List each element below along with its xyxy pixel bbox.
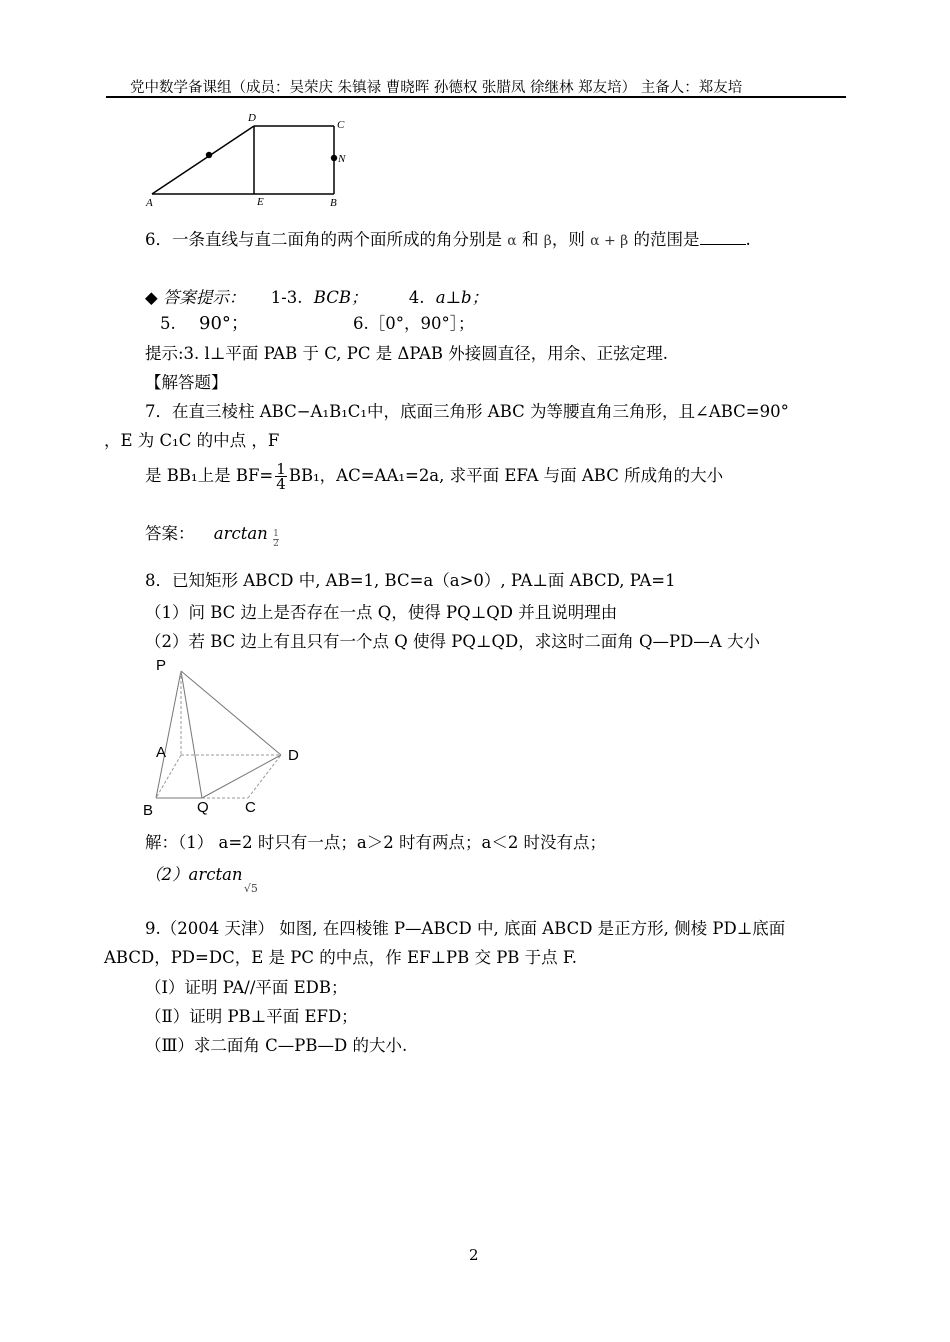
label-c: C — [245, 799, 256, 816]
q7-line3 — [145, 462, 723, 491]
label-c: C — [337, 119, 345, 131]
label-p: P — [156, 657, 167, 674]
q8-solution2-root: √5 — [243, 882, 258, 895]
answer-1-3-label: 1-3. — [270, 288, 303, 307]
q8-part2: （2）若 BC 边上有且只有一个点 Q 使得 PQ⊥QD，求这时二面角 Q—PD—A 大小 — [145, 632, 760, 651]
fraction-numerator: 1 — [276, 460, 286, 478]
fraction-one-quarter — [275, 462, 287, 491]
answer-4-value: a⊥b； — [435, 288, 489, 307]
q8-solution1: 解：（1） a=2 时只有一点；a＞2 时有两点；a＜2 时没有点； — [145, 833, 607, 852]
section-title: 【解答题】 — [145, 373, 228, 392]
q7-line1: 7．在直三棱柱 ABC−A₁B₁C₁中，底面三角形 ABC 为等腰直角三角形，且∠ABC=90° — [145, 402, 789, 421]
q6-beta: β — [543, 233, 552, 249]
label-b: B — [143, 802, 154, 819]
q7-answer-label: 答案： — [145, 524, 195, 543]
q8-solution2-text: （2）arctan — [145, 865, 243, 884]
q6-sum: α + β — [590, 233, 629, 249]
q7-answer-denominator: 2 — [273, 539, 279, 549]
q6-alpha: α — [507, 233, 517, 249]
figure-pyramid — [140, 655, 320, 820]
answer-hint-line1 — [145, 287, 488, 309]
answer-title: ◆ 答案提示： — [145, 288, 246, 307]
label-b: B — [330, 197, 337, 209]
label-a: A — [146, 197, 153, 209]
q7-line3-start: 是 BB₁上是 BF= — [145, 466, 274, 485]
question-6 — [145, 229, 751, 252]
q6-and: 和 — [521, 230, 539, 249]
label-n: N — [338, 153, 346, 165]
q6-prefix: 6．一条直线与直二面角的两个面所成的角分别是 — [145, 230, 502, 249]
q7-answer — [145, 520, 279, 549]
midpoint-dot — [206, 152, 212, 158]
answer-blank — [700, 230, 746, 245]
q8-part1: （1）问 BC 边上是否存在一点 Q，使得 PQ⊥QD 并且说明理由 — [145, 603, 618, 622]
page-number: 2 — [469, 1246, 479, 1264]
q9-line1: 9.（2004 天津） 如图, 在四棱锥 P—ABCD 中, 底面 ABCD 是正方形, 侧棱 PD⊥底面 — [145, 919, 786, 938]
q9-part-ii: （Ⅱ）证明 PB⊥平面 EFD； — [145, 1007, 358, 1026]
label-e: E — [257, 196, 264, 208]
q6-end: . — [745, 230, 751, 249]
page-header: 党中数学备课组（成员：吴荣庆 朱镇禄 曹晓晖 孙德权 张腊凤 徐继林 郑友培） 主备人：郑友培 — [130, 80, 743, 96]
q9-part-iii: （Ⅲ）求二面角 C—PB—D 的大小. — [145, 1036, 408, 1055]
figure-trapezoid — [140, 110, 360, 210]
header-rule — [106, 96, 846, 98]
answer-6: 6.［0°，90°］； — [353, 314, 475, 333]
q7-line3-end: BB₁，AC=AA₁=2a, 求平面 EFA 与面 ABC 所成角的大小 — [288, 466, 724, 485]
hint-text: 提示:3. l⊥平面 PAB 于 C, PC 是 ΔPAB 外接圆直径，用余、正弦定理. — [145, 344, 668, 363]
label-a: A — [156, 744, 167, 761]
label-d: D — [288, 747, 299, 764]
label-q: Q — [197, 799, 209, 816]
answer-5-value: 90°； — [199, 313, 249, 334]
q6-then: ，则 — [551, 230, 585, 249]
q7-line2: ，E 为 C₁C 的中点 ，F — [104, 431, 280, 450]
label-d: D — [248, 112, 256, 124]
q7-answer-numerator: 1 — [273, 529, 279, 539]
answer-1-3-value: BCB； — [313, 288, 368, 307]
q7-answer-value: arctan — [213, 524, 268, 543]
q9-line2: ABCD，PD=DC，E 是 PC 的中点，作 EF⊥PB 交 PB 于点 F. — [104, 948, 578, 967]
q6-suffix: 的范围是 — [633, 230, 700, 249]
answer-4-label: 4. — [408, 288, 425, 307]
point-n-dot — [331, 155, 337, 161]
q7-answer-fraction — [273, 530, 279, 549]
answer-hint-line2 — [160, 313, 249, 335]
q8-line1: 8．已知矩形 ABCD 中, AB=1, BC=a（a>0）, PA⊥面 ABCD, PA=1 — [145, 571, 676, 590]
q9-part-i: （Ⅰ）证明 PA//平面 EDB； — [145, 978, 348, 997]
q8-solution2 — [145, 864, 262, 895]
fraction-denominator: 4 — [276, 475, 286, 493]
answer-5-label: 5. — [160, 314, 176, 333]
